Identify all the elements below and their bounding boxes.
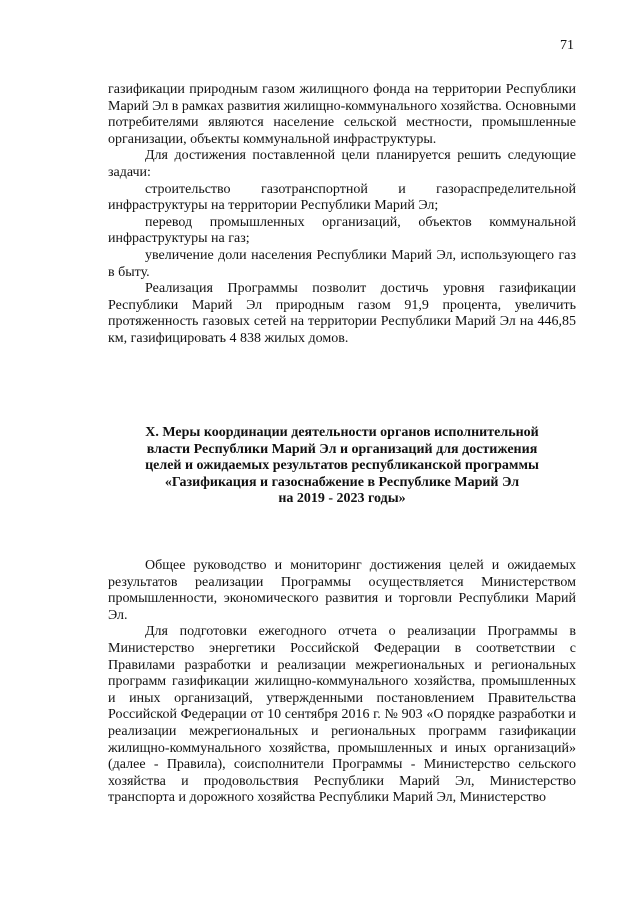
paragraph: Общее руководство и мониторинг достижения целей и ожидаемых результатов реализации Программы осуществляется Министерством промышленности, экономического развития и торговли Республики Марий Эл. — [108, 558, 576, 623]
page-number: 71 — [560, 38, 574, 53]
paragraph: Для подготовки ежегодного отчета о реализации Программы в Министерство энергетики Российской Федерации в соответствии с Правилами разработки и реализации межрегиональных и региональных программ газификации жилищно-коммунального хозяйства, промышленных и иных организаций, утвержденными постановлением Правительства Российской Федерации от 10 сентября 2016 г. № 903 «О порядке разработки и реализации межрегиональных и региональных программ газификации жилищно-коммунального хозяйства, промышленных и иных организаций» (далее - Правила), соисполнители Программы - Министерство сельского хозяйства и продовольствия Республики Марий Эл, Министерство транспорта и дорожного хозяйства Республики Марий Эл, Министерство — [108, 624, 576, 806]
paragraph: перевод промышленных организаций, объектов коммунальной инфраструктуры на газ; — [108, 214, 576, 247]
heading-line: «Газификация и газоснабжение в Республике Марий Эл — [164, 474, 520, 490]
paragraph: увеличение доли населения Республики Марий Эл, использующего газ в быту. — [108, 247, 576, 280]
heading-line: власти Республики Марий Эл и организаций для достижения — [146, 441, 538, 457]
paragraph: газификации природным газом жилищного фонда на территории Республики Марий Эл в рамках развития жилищно-коммунального хозяйства. Основными потребителями являются население сельской местности, промышленные организации, объекты коммунальной инфраструктуры. — [108, 82, 576, 147]
heading-line: целей и ожидаемых результатов республиканской программы — [145, 458, 539, 474]
heading-line: X. Меры координации деятельности органов исполнительной — [145, 425, 539, 440]
body-text-bottom — [108, 558, 576, 807]
paragraph: Для достижения поставленной цели планируется решить следующие задачи: — [108, 148, 576, 180]
heading-line: на 2019 - 2023 годы» — [278, 491, 406, 507]
paragraph: Реализация Программы позволит достичь уровня газификации Республики Марий Эл природным газом 91,9 процента, увеличить протяженность газовых сетей на территории Республики Марий Эл на 446,85 км, газифицировать 4 838 жилых домов. — [108, 281, 576, 346]
section-heading — [108, 425, 576, 508]
body-text-top — [108, 82, 576, 348]
paragraph: строительство газотранспортной и газораспределительной инфраструктуры на территории Республики Марий Эл; — [108, 181, 576, 214]
